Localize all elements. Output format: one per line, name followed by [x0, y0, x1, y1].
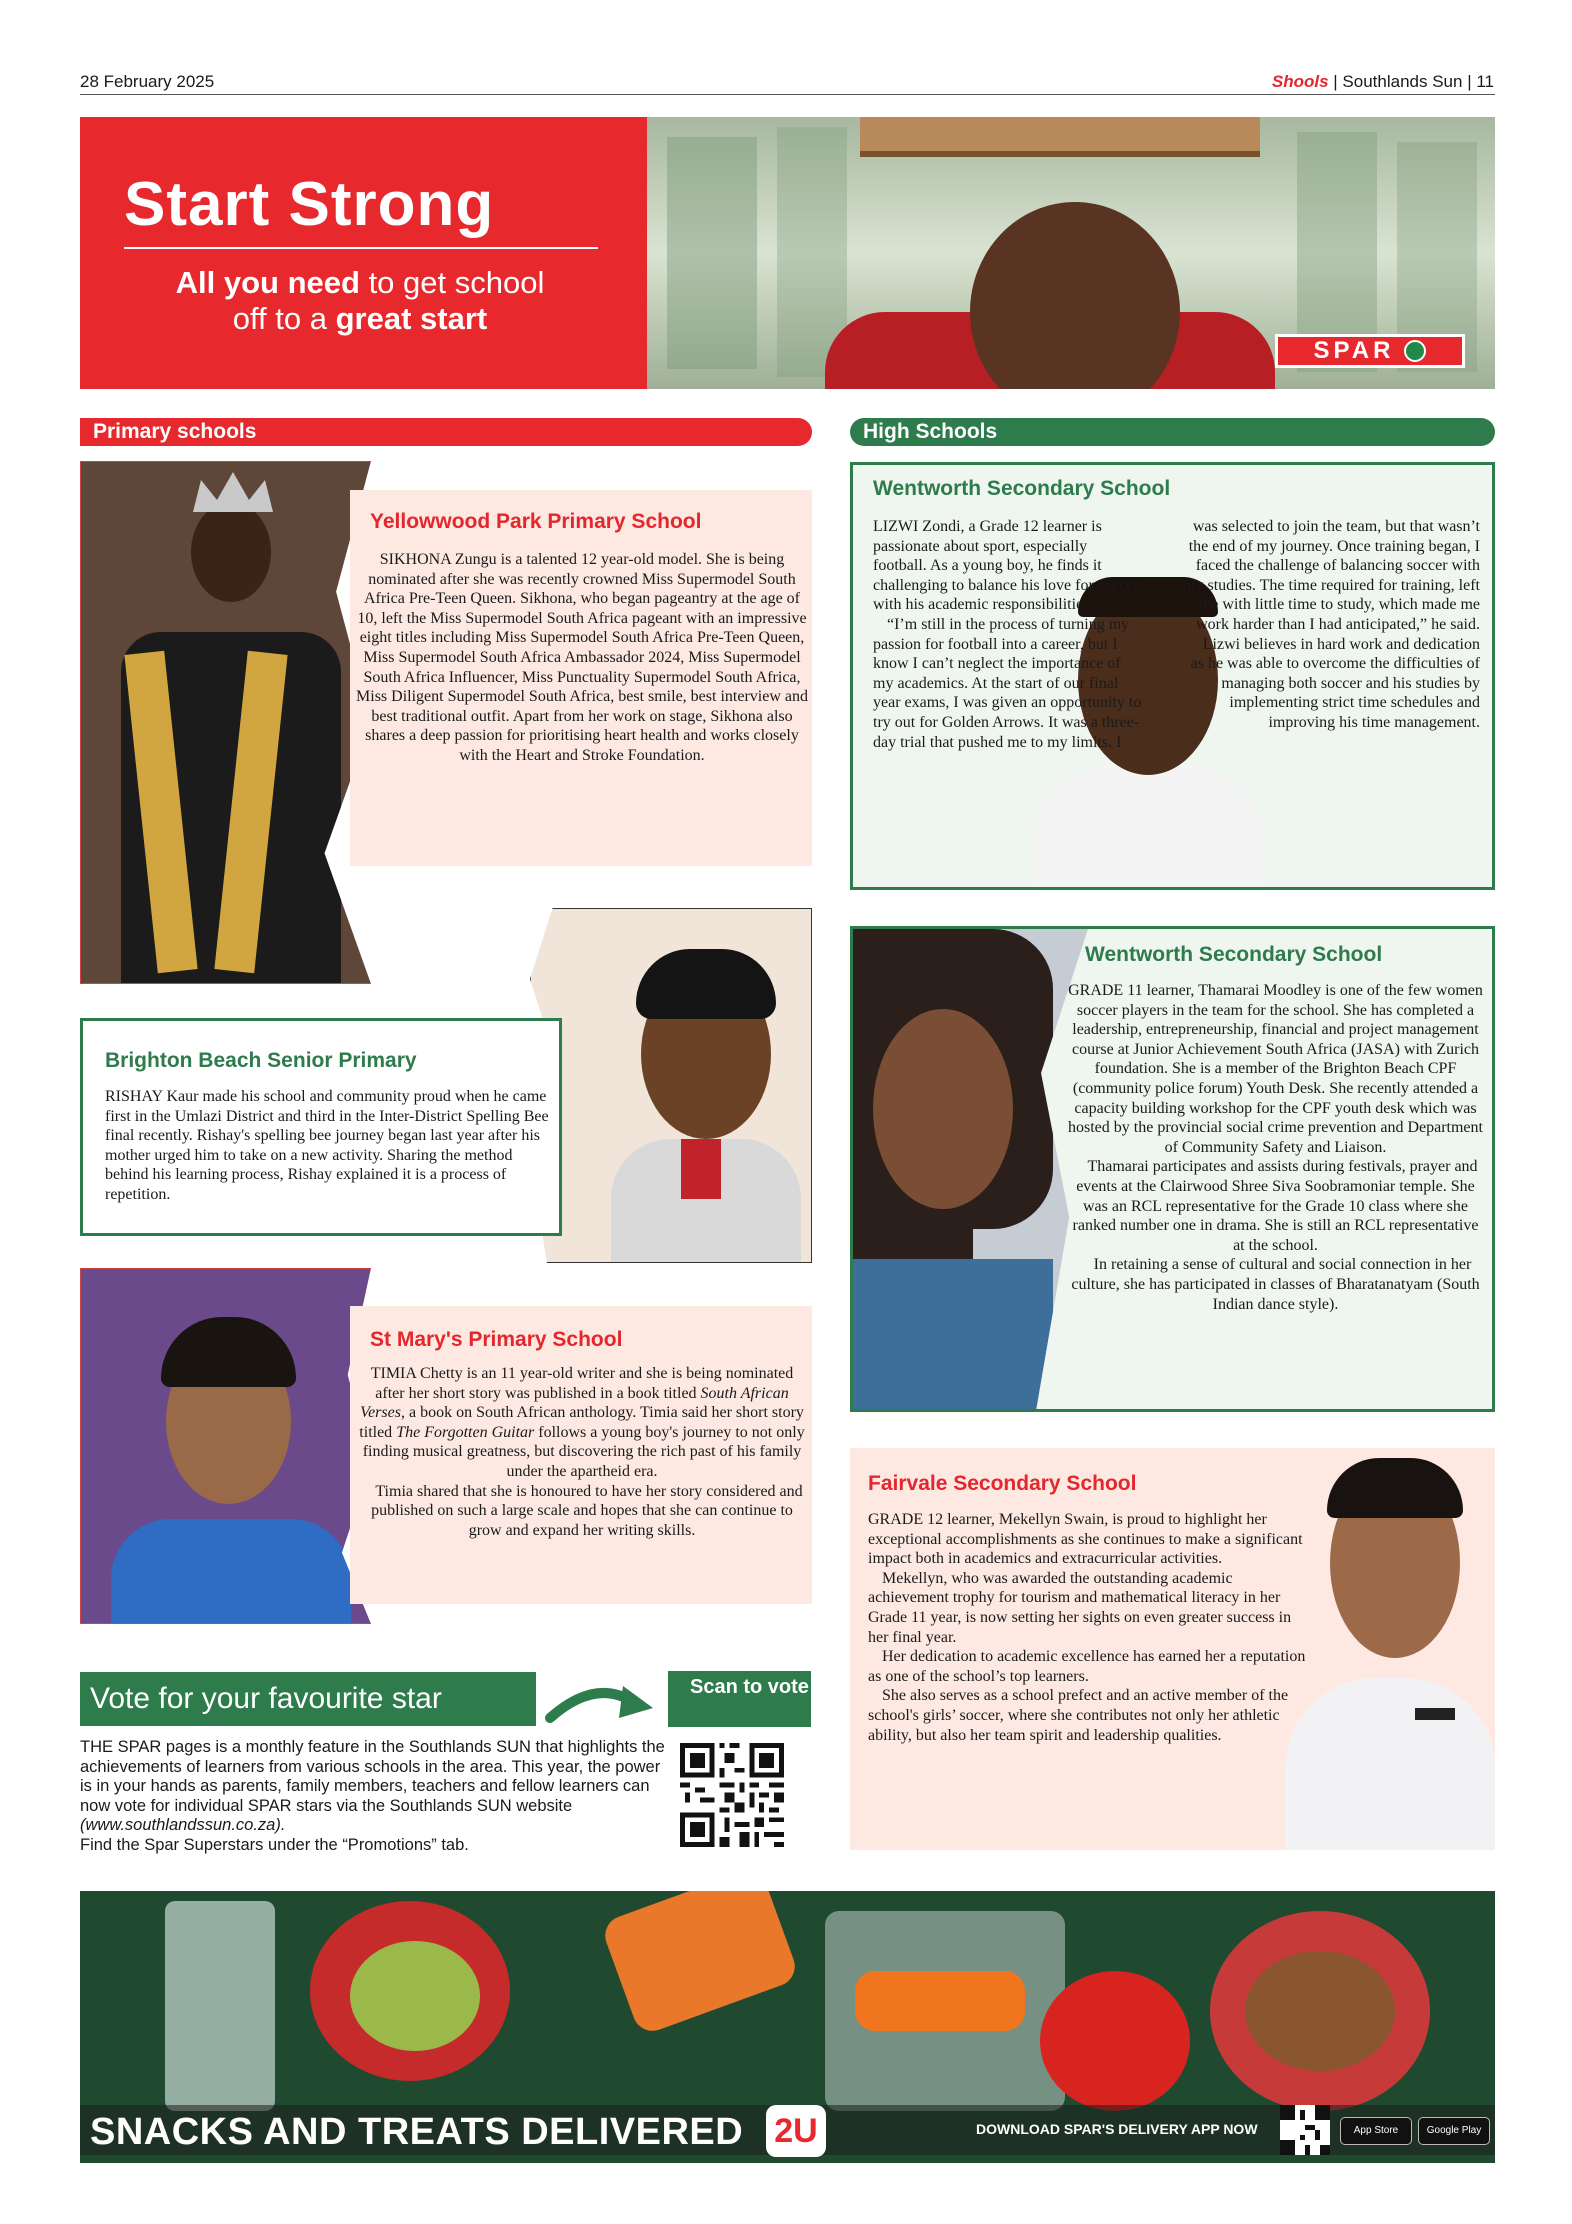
- story-body-col1: LIZWI Zondi, a Grade 12 learner is passionate about sport, especially football. As a young boy, he finds it challenging to balance his love for soccer with his academic responsibilities. “I’m still in the process of turning my passion for football into a career, but I know I can’t neglect the importance of my academics. At the start of our final year exams, I was given an opportunity to try out for Golden Arrows. It was a three-day trial that pushed me to my limits. I: [873, 518, 1142, 751]
- scan-to-vote-label: Scan to vote: [668, 1671, 811, 1727]
- brighton-story: [80, 1018, 562, 1236]
- story-body: RISHAY Kaur made his school and community proud when he came first in the Umlazi District and third in the Inter-District Spelling Bee final recently. Rishay's spelling bee journey began last year after his mother urged him to take on a new activity. Sharing the method behind his learning process, Rishay explained it is a process of repetition.: [105, 1088, 549, 1203]
- bottom-headline: SNACKS AND TREATS DELIVERED: [90, 2111, 744, 2153]
- page-header-right: [1272, 72, 1494, 92]
- spar-logo: SPAR: [1275, 334, 1465, 368]
- wentworth-lizwi-story: [850, 462, 1495, 890]
- paper-name: Southlands Sun: [1342, 72, 1463, 91]
- 2u-badge: 2U: [766, 2105, 826, 2157]
- carrot-sticks: [855, 1971, 1025, 2031]
- header-separator: |: [1462, 72, 1477, 91]
- sikhona-photo: [80, 461, 371, 984]
- story-body: TIMIA Chetty is an 11 year-old writer and she is being nominated after her short story was published in a book titled South African Verses, a book on South African anthology. Timia said her short story titled The Forgotten Guitar follows a young boy's journey to not only finding musical greatness, but discovering the rich past of his family under the apartheid era. Timia shared that she is honoured to have her story considered and published on such a large scale and hopes that she can continue to grow and expand her writing skills.: [359, 1365, 805, 1539]
- mekellyn-photo: [1285, 1448, 1495, 1850]
- books-stack: [860, 117, 1260, 157]
- banner-title: Start Strong: [124, 170, 495, 239]
- banner-subtitle: All you need to get school off to a great start: [175, 265, 545, 336]
- page-number: 11: [1476, 72, 1494, 91]
- app-store-button[interactable]: App Store: [1340, 2117, 1412, 2145]
- story-title: Fairvale Secondary School: [868, 1472, 1137, 1495]
- story-body: GRADE 11 learner, Thamarai Moodley is one of the few women soccer players in the team for the school. She has completed a leadership, entrepreneurship, financial and project management course at Junior Achievement South Africa (JASA) with Zurich foundation. She is a member of the Brighton Beach CPF (community police forum) Youth Desk. She recently attended a capacity building workshop for the CPF youth desk which was hosted by the provincial social crime prevention and Department of Community Safety and Liaison. Thamarai participates and assists during festivals, prayer and events at the Clairwood Shree Siva Soobramoniar temple. She was an RCL representative for the Grade 10 class where she ranked number one in drama. She is still an RCL representative at the school. In retaining a sense of cultural and social connection in her culture, she has participated in classes of Bharatanatyam (South Indian dance style).: [1068, 982, 1483, 1313]
- juice-bottle: [600, 1891, 801, 2036]
- header-rule: [80, 94, 1495, 95]
- header-separator: |: [1328, 72, 1343, 91]
- story-body: SIKHONA Zungu is a talented 12 year-old model. She is being nominated after she was recently crowned Miss Supermodel South Africa Pre-Teen Queen. Sikhona, who began pageantry at the age of 10, left the Miss Supermodel South Africa pageant with an impressive eight titles including Miss Supermodel South Africa Pre-Teen Queen, Miss Supermodel South Africa Ambassador 2024, Miss Supermodel South Africa Influencer, Miss Punctuality Supermodel South Africa, Miss Diligent Supermodel South Africa, best smile, best interview and best traditional outfit. Apart from her work on stage, Sikhona also shares a deep passion for prioritising heart health and works closely with the Heart and Stroke Foundation.: [356, 551, 808, 764]
- story-body: GRADE 12 learner, Mekellyn Swain, is proud to highlight her exceptional accomplishments as she continues to make a significant impact both in academics and extracurricular activities. Mekellyn, who was awarded the outstanding academic achievement trophy for tourism and mathematical literacy in her Grade 11 year, is now setting her sights on even greater success in her final year. Her dedication to academic excellence has earned her a reputation as one of the school’s top learners. She also serves as a school prefect and an active member of the school's girls’ soccer, where she contributes not only her athletic ability, but also her team spirit and leadership qualities.: [868, 1511, 1306, 1744]
- vote-heading: Vote for your favourite star: [80, 1672, 536, 1726]
- vote-description: THE SPAR pages is a monthly feature in the Southlands SUN that highlights the achievements of learners from various schools in the area. This year, the power is in your hands as parents, family members, teachers and fellow learners can now vote for individual SPAR stars via the Southlands SUN website (www.southlandssun.co.za). Find the Spar Superstars under the “Promotions” tab.: [80, 1738, 665, 1854]
- arrow-right-icon: [545, 1678, 655, 1728]
- tomato: [1040, 1971, 1190, 2111]
- snacks-delivery-advert[interactable]: [80, 1891, 1495, 2163]
- banner-divider: [124, 247, 598, 249]
- lunchbox-salad: [165, 1901, 275, 2111]
- timia-photo: [80, 1268, 371, 1624]
- mixed-nuts: [1245, 1951, 1395, 2071]
- google-play-button[interactable]: Google Play: [1418, 2117, 1490, 2145]
- issue-date: 28 February 2025: [80, 72, 215, 91]
- section-name: Shools: [1271, 72, 1329, 91]
- banner-red-panel: [80, 117, 647, 389]
- story-title: Brighton Beach Senior Primary: [105, 1049, 417, 1072]
- thamarai-photo: [853, 929, 1088, 1409]
- vote-qr-code[interactable]: [680, 1743, 784, 1847]
- story-title: Yellowwood Park Primary School: [370, 510, 702, 533]
- story-title: Wentworth Secondary School: [873, 477, 1171, 500]
- high-schools-heading: High Schools: [850, 418, 1495, 446]
- app-download-text: DOWNLOAD SPAR'S DELIVERY APP NOW: [976, 2121, 1258, 2137]
- story-title: Wentworth Secondary School: [1085, 943, 1383, 966]
- fairvale-story: [850, 1448, 1495, 1850]
- yellowwood-story: [350, 490, 812, 866]
- stmarys-story: [350, 1306, 812, 1604]
- start-strong-advert[interactable]: [80, 117, 1495, 389]
- rishay-photo: [530, 908, 812, 1263]
- story-body-col2: was selected to join the team, but that wasn’t the end of my journey. Once training began, I faced the challenge of balancing soccer with my studies. The time required for training, left me with little time to study, which made me work harder than I had anticipated,” he said. Lizwi believes in hard work and dedication as he was able to overcome the difficulties of managing both soccer and his studies by implementing strict time schedules and improving his time management.: [1183, 518, 1480, 731]
- primary-schools-heading: Primary schools: [80, 418, 812, 446]
- spar-tree-icon: [1404, 340, 1426, 362]
- app-qr-code[interactable]: [1280, 2105, 1330, 2155]
- wentworth-thamarai-story: [850, 926, 1495, 1412]
- story-title: St Mary's Primary School: [370, 1328, 623, 1351]
- grapes: [350, 1941, 480, 2051]
